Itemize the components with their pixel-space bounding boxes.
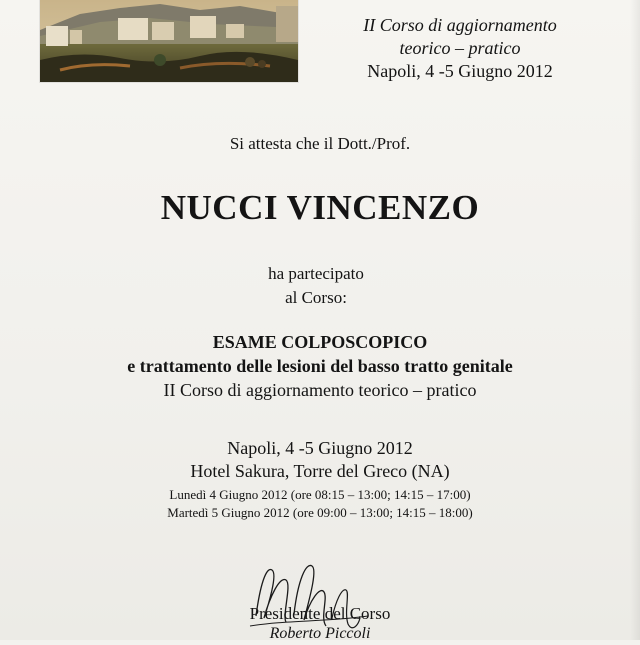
venue-city-dates: Napoli, 4 -5 Giugno 2012 xyxy=(227,438,413,458)
course-description xyxy=(0,330,640,402)
recipient-name: NUCCI VINCENZO xyxy=(160,188,480,227)
naples-landscape-painting xyxy=(40,0,298,82)
course-subtitle: e trattamento delle lesioni del basso tratto genitale xyxy=(127,356,513,376)
venue-hotel: Hotel Sakura, Torre del Greco (NA) xyxy=(190,461,450,481)
participated-line-2: al Corso: xyxy=(285,288,347,307)
attestation-text: Si attesta che il Dott./Prof. xyxy=(229,134,411,153)
participated-line-1: ha partecipato xyxy=(268,264,364,283)
schedule-day-2: Martedì 5 Giugno 2012 (ore 09:00 – 13:00; 14:15 – 18:00) xyxy=(167,505,473,520)
course-title: ESAME COLPOSCOPICO xyxy=(212,332,428,352)
course-edition: II Corso di aggiornamento teorico – pratico xyxy=(163,380,477,400)
venue-info xyxy=(0,437,640,483)
heading-line-2: teorico – pratico xyxy=(399,38,521,58)
participation-text xyxy=(0,262,640,310)
page-edge-shadow xyxy=(630,0,640,640)
president-role: Presidente del Corso xyxy=(249,604,391,623)
course-heading xyxy=(300,14,620,83)
president-name: Roberto Piccoli xyxy=(269,625,371,642)
schedule-day-1: Lunedì 4 Giugno 2012 (ore 08:15 – 13:00; 14:15 – 17:00) xyxy=(169,487,471,502)
heading-line-3: Napoli, 4 -5 Giugno 2012 xyxy=(367,61,553,81)
schedule xyxy=(0,486,640,522)
heading-line-1: II Corso di aggiornamento xyxy=(363,15,557,35)
